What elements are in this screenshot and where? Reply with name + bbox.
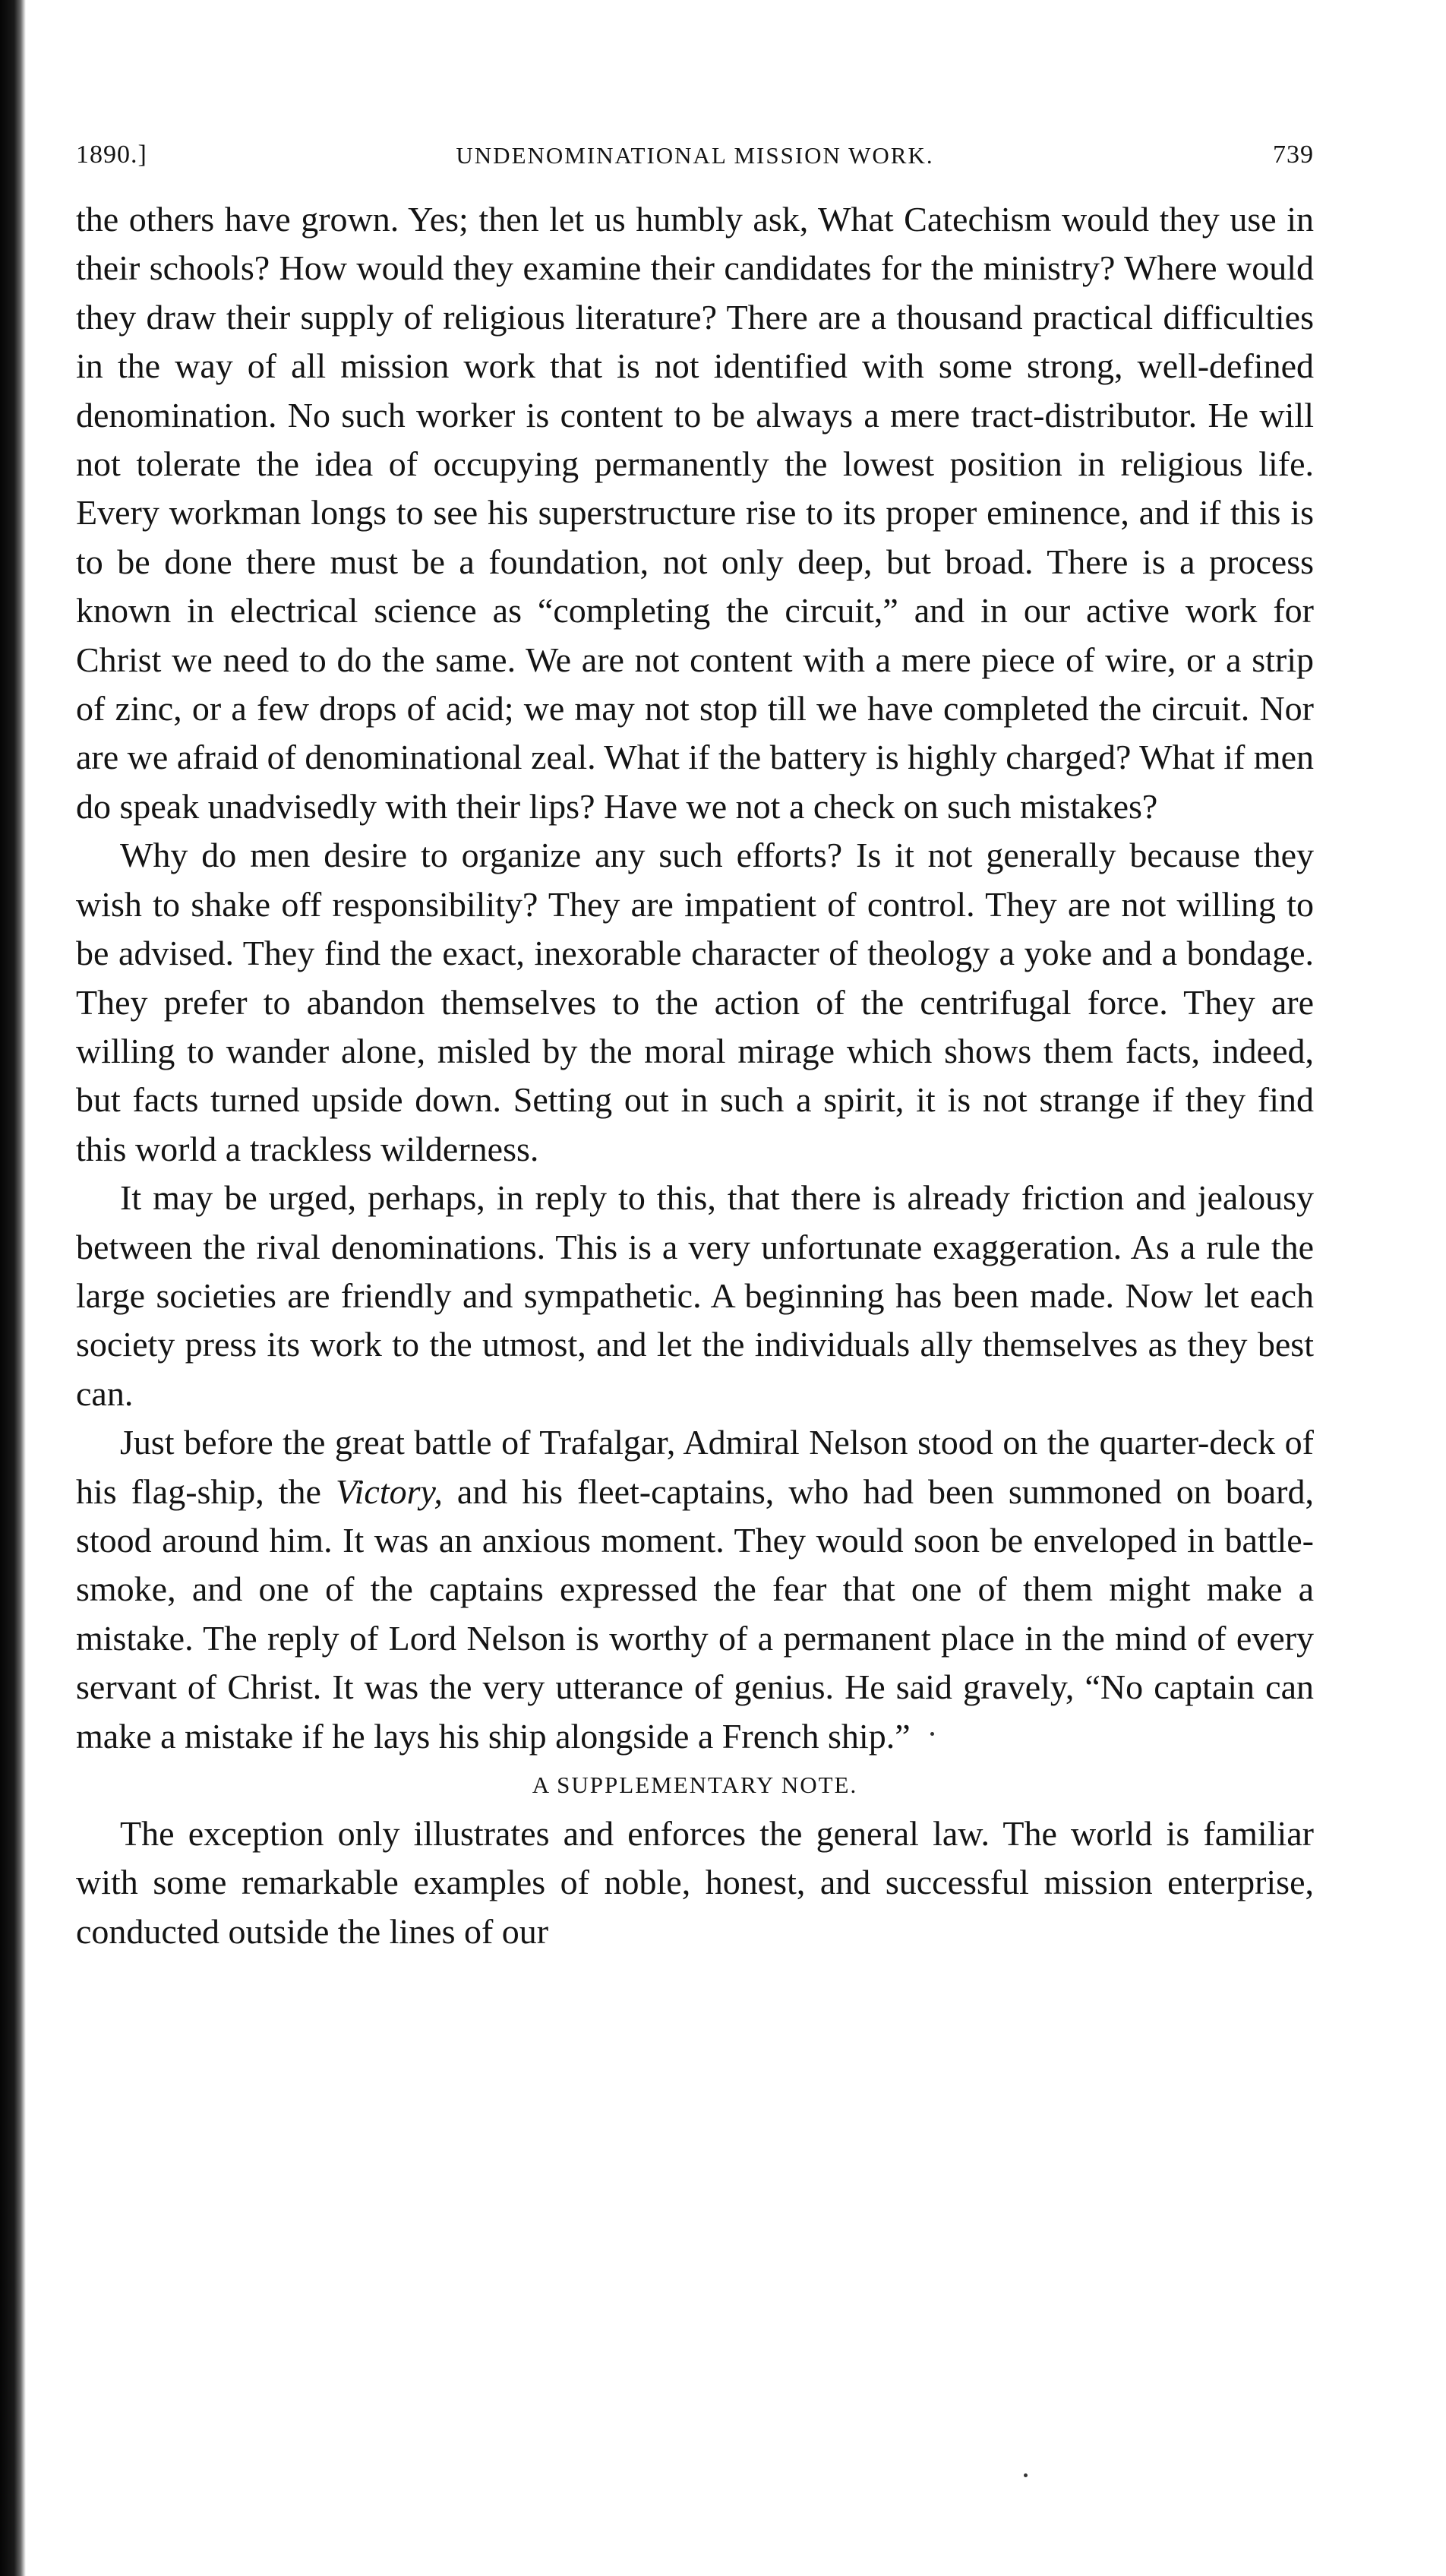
- paragraph-continued: the others have grown. Yes; then let us humbly ask, What Catechism would they use in their schools? How would they examine their candidates for the ministry? Where would they draw their supply of religious literature? There are a thousand practical difficulties in the way of all mission work that is not identified with some strong, well-defined denomination. No such worker is content to be always a mere tract-distributor. He will not tolerate the idea of occupying permanently the lowest position in religious life. Every workman longs to see his superstructure rise to its proper eminence, and if this is to be done there must be a foundation, not only deep, but broad. There is a process known in electrical science as “completing the circuit,” and in our active work for Christ we need to do the same. We are not content with a mere piece of wire, or a strip of zinc, or a few drops of acid; we may not stop till we have completed the circuit. Nor are we afraid of denominational zeal. What if the battery is highly charged? What if men do speak unadvisedly with their lips? Have we not a check on such mistakes?: [76, 200, 1314, 826]
- book-spine-shadow: [0, 0, 26, 2576]
- paragraph-nelson: [76, 1418, 1314, 1761]
- nelson-text-after: and his fleet-captains, who had been summoned on board, stood around him. It was an anxious moment. They would soon be enveloped in battle-smoke, and one of the captains expressed the fear that one of them might make a mistake. The reply of Lord Nelson is worthy of a permanent place in the mind of every servant of Christ. It was the very utterance of genius. He said gravely, “No captain can make a mistake if he lays his ship alongside a French ship.”: [76, 1471, 1314, 1756]
- paragraph-note: The exception only illustrates and enforces the general law. The world is familiar with some remarkable examples of noble, honest, and successful mission enterprise, conducted outside the lines of our: [76, 1814, 1314, 1951]
- ship-name: Victory,: [335, 1471, 443, 1511]
- print-speck: [1024, 2473, 1028, 2477]
- body-text: [76, 195, 1314, 1956]
- header-title: UNDENOMINATIONAL MISSION WORK.: [456, 142, 934, 169]
- print-speck: [930, 1732, 934, 1736]
- paragraph-organize: Why do men desire to organize any such efforts? Is it not generally because they wish to shake off responsibility? They are impatient of control. They are not willing to be advised. They find the exact, inexorable character of theology a yoke and a bondage. They prefer to abandon themselves to the action of the centrifugal force. They are willing to wander alone, misled by the moral mirage which shows them facts, indeed, but facts turned upside down. Setting out in such a spirit, it is not strange if they find this world a trackless wilderness.: [76, 836, 1314, 1168]
- note-heading: A SUPPLEMENTARY NOTE.: [532, 1772, 858, 1798]
- book-page: [76, 141, 1314, 1956]
- header-year: 1890.]: [76, 141, 147, 169]
- running-head: [76, 141, 1314, 186]
- page-number: 739: [1273, 141, 1314, 169]
- paragraph-friction: It may be urged, perhaps, in reply to this, that there is already friction and jealousy between the rival denominations. This is a very unfortunate exaggeration. As a rule the large societies are friendly and sympathetic. A beginning has been made. Now let each society press its work to the utmost, and let the individuals ally themselves as they best can.: [76, 1178, 1314, 1413]
- nelson-text-before: Just before the great battle of Trafalgar, Admiral Nelson stood on the quarter-deck of his flag-ship, the: [76, 1423, 1314, 1511]
